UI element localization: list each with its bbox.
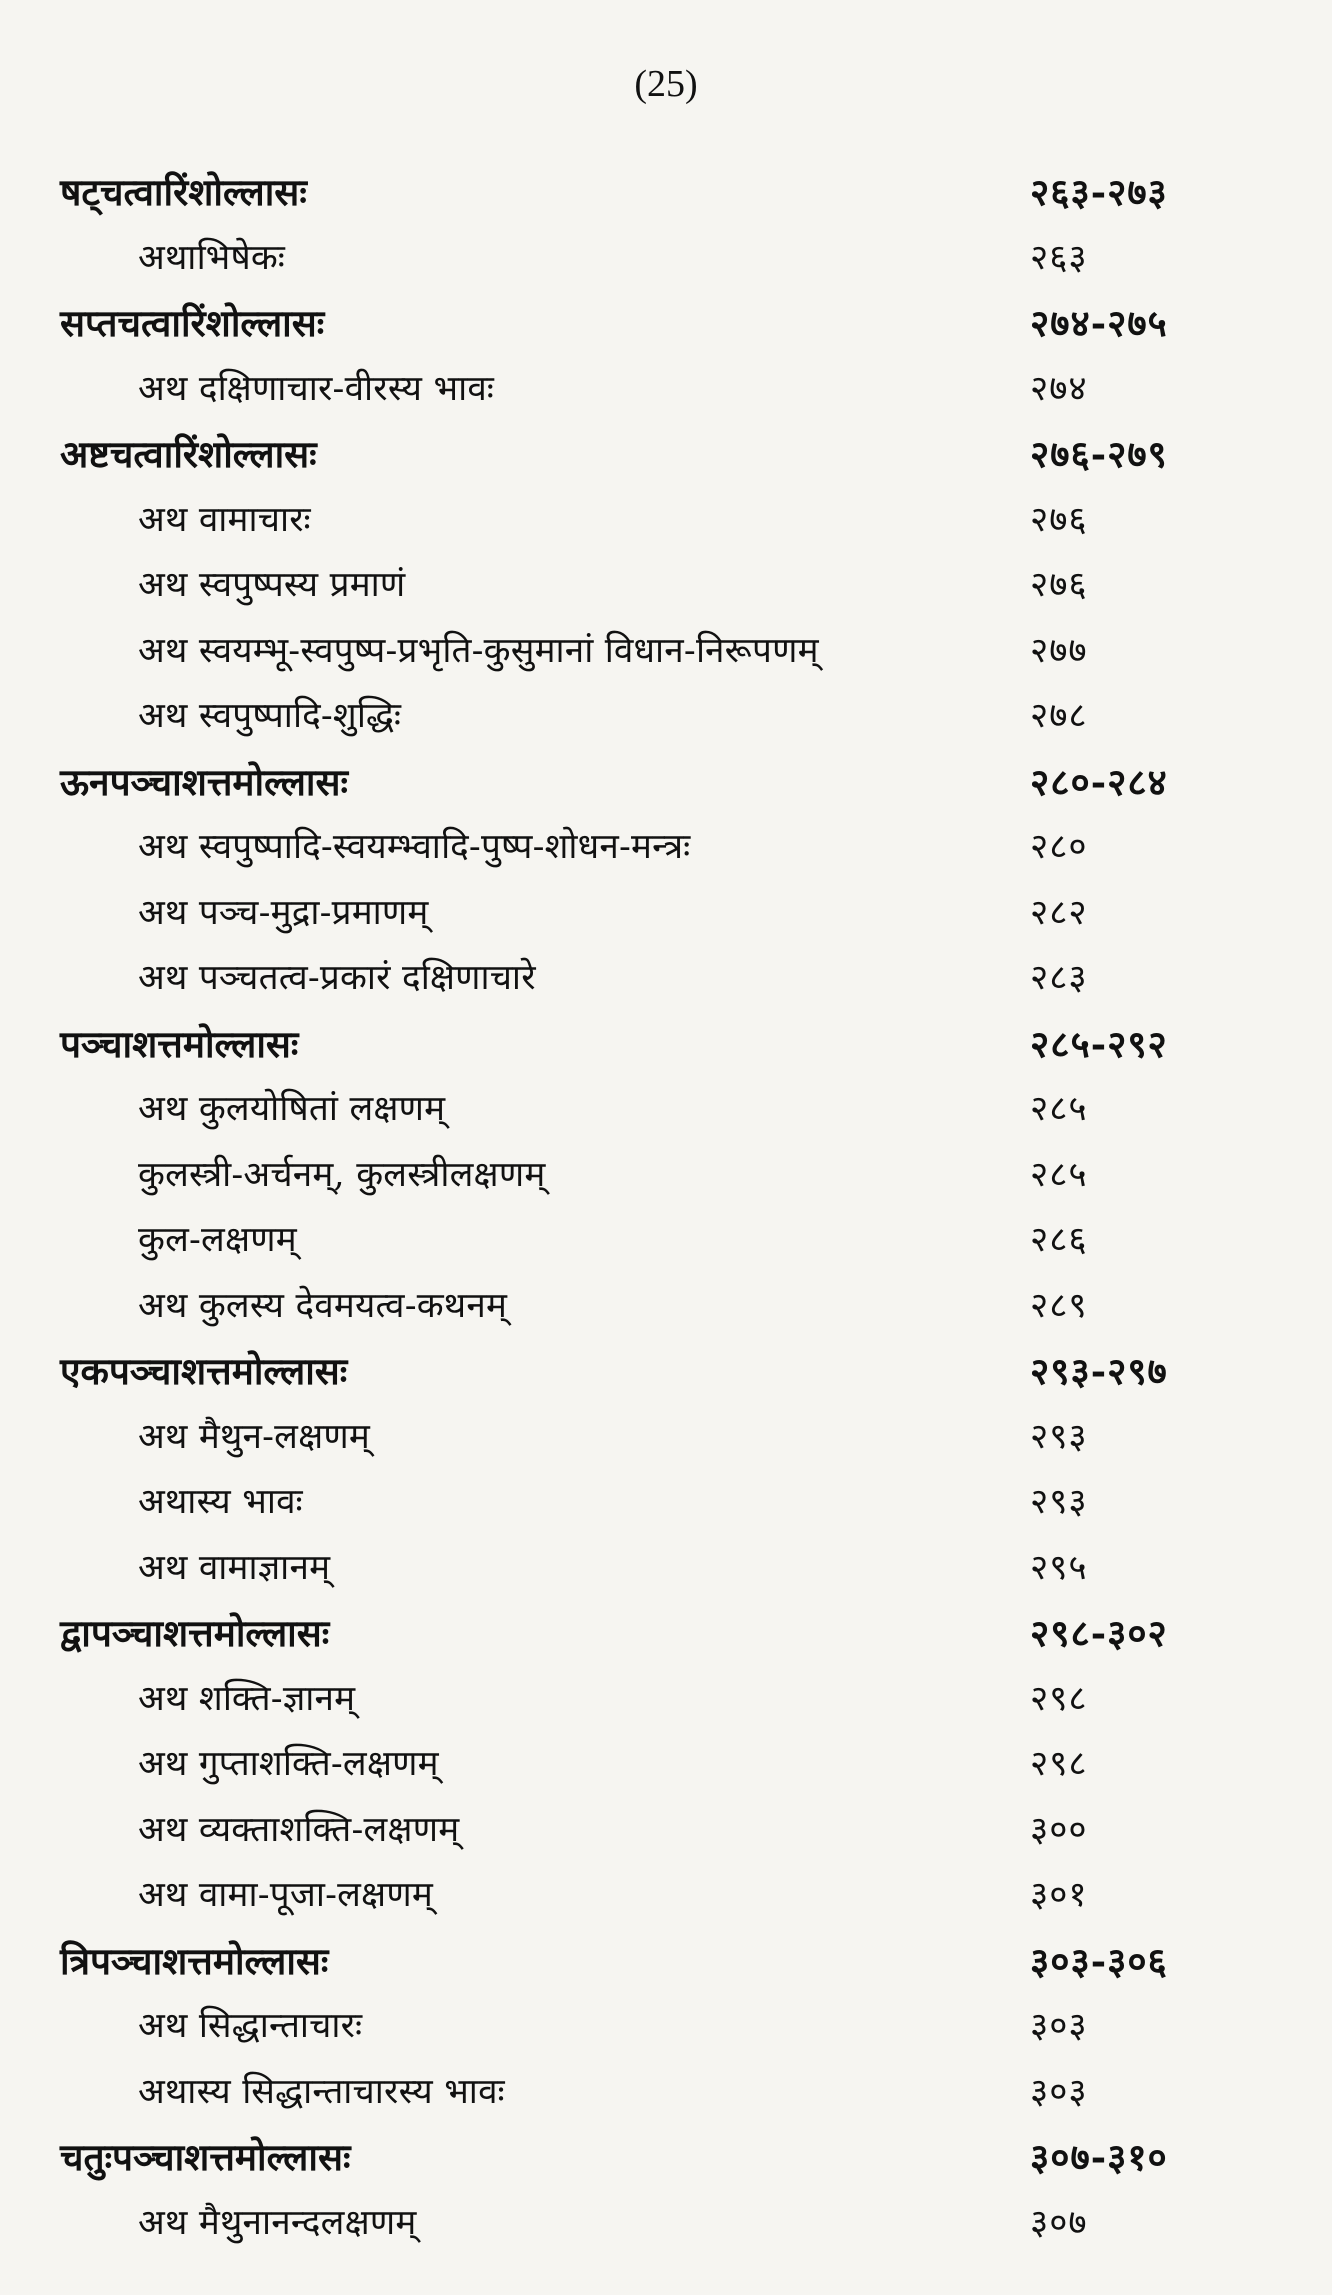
toc-section-heading [60,1012,1280,1078]
entry-title: अथ कुलस्य देवमयत्व-कथनम् [138,1285,508,1326]
section-page-range: २८५-२९२ [1030,1021,1168,1066]
entry-title: अथास्य भावः [138,1482,303,1522]
toc-section [60,1012,1280,1340]
toc-section [60,422,1280,750]
entry-page: २९५ [1030,1547,1088,1588]
entry-page: २८५ [1030,1154,1088,1195]
entry-title: अथ पञ्चतत्व-प्रकारं दक्षिणाचारे [138,958,536,998]
entry-page: २८५ [1030,1089,1088,1129]
toc-section [60,160,1280,291]
entry-title: कुलस्त्री-अर्चनम्, कुलस्त्रीलक्षणम् [138,1154,546,1195]
entry-page: २९३ [1030,1416,1088,1457]
entry-page: २९८ [1030,1678,1088,1719]
toc-entry [60,1994,1280,2060]
toc-entry [60,946,1280,1012]
entry-page: २९३ [1030,1482,1088,1522]
toc-entry [60,488,1280,554]
section-page-range: २९८-३०२ [1030,1611,1168,1655]
entry-title: अथ शक्ति-ज्ञानम् [138,1678,356,1719]
toc-entry [60,1077,1280,1143]
section-page-range: २८०-२८४ [1030,759,1168,804]
section-title: त्रिपञ्चाशत्तमोल्लासः [60,1938,329,1983]
toc-entry [60,1405,1280,1471]
section-page-range: २६३-२७३ [1030,170,1168,214]
entry-page: २९८ [1030,1744,1088,1784]
entry-page: २८९ [1030,1285,1088,1326]
toc-section-heading [60,750,1280,816]
toc-section-heading [60,422,1280,488]
entry-title: अथ दक्षिणाचार-वीरस्य भावः [138,368,495,409]
entry-title: अथ मैथुन-लक्षणम् [138,1416,371,1457]
section-title: ऊनपञ्चाशत्तमोल्लासः [60,759,348,804]
section-title: अष्टचत्वारिंशोल्लासः [60,432,317,476]
section-title: एकपञ्चाशत्तमोल्लासः [60,1349,348,1393]
toc-entry [60,684,1280,750]
entry-title: अथ पञ्च-मुद्रा-प्रमाणम् [138,892,429,933]
toc-entry [60,815,1280,881]
toc-entry [60,1536,1280,1602]
toc-entry [60,1274,1280,1340]
section-page-range: ३०७-३१० [1030,2135,1168,2179]
entry-title: कुल-लक्षणम् [138,1220,297,1260]
entry-page: २८० [1030,827,1088,867]
entry-title: अथाभिषेकः [138,237,286,278]
toc-section [60,1339,1280,1601]
entry-title: अथ वामाचारः [138,499,311,540]
entry-page: २७४ [1030,368,1088,409]
toc-entry [60,881,1280,947]
entry-title: अथ स्वपुष्पस्य प्रमाणं [138,565,406,605]
entry-page: ३०३ [1030,2006,1088,2046]
entry-title: अथ स्वयम्भू-स्वपुष्प-प्रभृति-कुसुमानां विधान-निरूपणम् [138,630,819,671]
entry-title: अथ गुप्ताशक्ति-लक्षणम् [138,1744,439,1784]
entry-page: २८३ [1030,958,1088,998]
entry-title: अथ व्यक्ताशक्ति-लक्षणम् [138,1809,460,1850]
toc-section-heading [60,291,1280,357]
toc-entry [60,1798,1280,1864]
entry-page: ३०७ [1030,2202,1088,2243]
toc-entry [60,2060,1280,2126]
section-page-range: ३०३-३०६ [1030,1938,1168,1983]
toc-section [60,1601,1280,1929]
toc-entry [60,357,1280,423]
toc-section-heading [60,1601,1280,1667]
toc-entry [60,2191,1280,2257]
page-number: (25) [634,63,698,105]
toc-entry [60,553,1280,619]
toc-section-heading [60,2125,1280,2191]
entry-page: २८६ [1030,1220,1088,1260]
entry-title: अथ मैथुनानन्दलक्षणम् [138,2202,417,2243]
toc-section [60,2125,1280,2256]
toc-entry [60,619,1280,685]
toc-section [60,291,1280,422]
toc-section-heading [60,1929,1280,1995]
section-page-range: २७४-२७५ [1030,301,1168,345]
entry-title: अथ कुलयोषितां लक्षणम् [138,1089,446,1129]
entry-title: अथ वामाज्ञानम् [138,1547,331,1588]
entry-page: ३०३ [1030,2071,1088,2112]
entry-title: अथ स्वपुष्पादि-शुद्धिः [138,696,402,736]
section-title: पञ्चाशत्तमोल्लासः [60,1021,299,1066]
toc-section [60,750,1280,1012]
section-title: षट्चत्वारिंशोल्लासः [60,170,307,214]
entry-page: २७६ [1030,565,1088,605]
toc-entry [60,1470,1280,1536]
table-of-contents [60,160,1280,2256]
toc-entry [60,1667,1280,1733]
entry-title: अथ स्वपुष्पादि-स्वयम्भ्वादि-पुष्प-शोधन-मन्त्रः [138,827,691,867]
entry-page: २७६ [1030,499,1088,540]
entry-page: २७७ [1030,630,1088,671]
toc-entry [60,1732,1280,1798]
toc-section-heading [60,1339,1280,1405]
entry-page: २७८ [1030,696,1088,736]
entry-page: २८२ [1030,892,1088,933]
section-title: द्वापञ्चाशत्तमोल्लासः [60,1611,330,1655]
toc-entry [60,1208,1280,1274]
toc-entry [60,1143,1280,1209]
entry-title: अथ सिद्धान्ताचारः [138,2006,363,2046]
entry-title: अथ वामा-पूजा-लक्षणम् [138,1875,433,1915]
entry-title: अथास्य सिद्धान्ताचारस्य भावः [138,2071,505,2112]
toc-section [60,1929,1280,2126]
toc-entry [60,226,1280,292]
section-title: सप्तचत्वारिंशोल्लासः [60,301,325,345]
entry-page: २६३ [1030,237,1088,278]
section-title: चतुःपञ्चाशत्तमोल्लासः [60,2135,351,2179]
entry-page: ३०१ [1030,1875,1088,1915]
section-page-range: २९३-२९७ [1030,1349,1168,1393]
section-page-range: २७६-२७९ [1030,432,1168,476]
entry-page: ३०० [1030,1809,1088,1850]
toc-section-heading [60,160,1280,226]
toc-entry [60,1863,1280,1929]
